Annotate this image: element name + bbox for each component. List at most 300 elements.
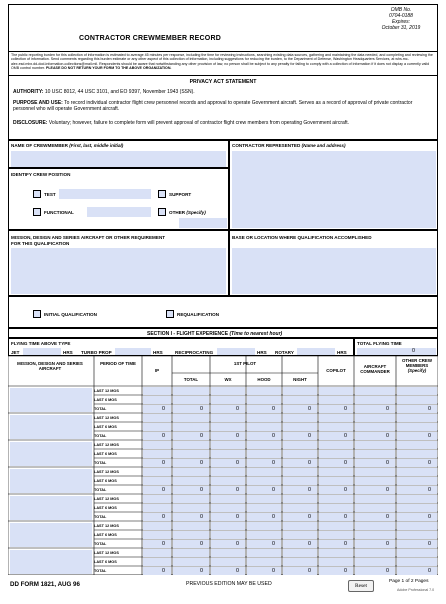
hours-input-cell[interactable]: [283, 522, 317, 530]
hours-input-cell[interactable]: [173, 495, 209, 503]
hours-input-cell[interactable]: [319, 522, 353, 530]
hours-input-cell[interactable]: [355, 495, 395, 503]
base-location-label: BASE OR LOCATION WHERE QUALIFICATION ACCOMPLISHED: [232, 235, 372, 240]
total-hours-value: 0: [162, 567, 165, 574]
hours-input-cell[interactable]: [283, 477, 317, 485]
period-row-label: TOTAL: [94, 433, 107, 438]
total-hours-value: 0: [428, 405, 431, 412]
total-hours-value: 0: [344, 459, 347, 466]
hours-input-cell[interactable]: [247, 522, 281, 530]
total-flying-time-value: 0: [412, 348, 415, 354]
hours-input-cell[interactable]: [397, 477, 437, 485]
turbo-prop-hrs-label: HRS: [153, 350, 163, 355]
disclosure-text: Voluntary; however, failure to complete form will prevent approval of contractor flight crew members from operating Government aircraft.: [48, 120, 349, 126]
hours-input-cell[interactable]: [355, 450, 395, 458]
hours-input-cell[interactable]: [211, 396, 245, 404]
total-hours-value: 0: [236, 540, 239, 547]
hours-input-cell[interactable]: [247, 495, 281, 503]
hours-input-cell[interactable]: [143, 423, 171, 431]
total-hours-cell: [355, 405, 395, 413]
total-hours-value: 0: [428, 432, 431, 439]
total-hours-value: 0: [272, 540, 275, 547]
col-hood-header: HOOD: [257, 377, 271, 382]
hours-input-cell[interactable]: [397, 414, 437, 422]
hours-input-cell[interactable]: [211, 531, 245, 539]
privacy-authority: [13, 89, 433, 95]
total-hours-value: 0: [344, 405, 347, 412]
total-hours-cell: [319, 459, 353, 467]
hours-input-cell[interactable]: [355, 504, 395, 512]
total-hours-value: 0: [386, 459, 389, 466]
hours-input-cell[interactable]: [319, 468, 353, 476]
total-hours-value: 0: [162, 405, 165, 412]
total-hours-value: 0: [272, 486, 275, 493]
total-hours-cell: [355, 432, 395, 440]
hours-input-cell[interactable]: [319, 396, 353, 404]
hours-input-cell[interactable]: [397, 549, 437, 557]
mission-aircraft-field[interactable]: [10, 415, 92, 439]
crewmember-name-cell: [8, 140, 229, 168]
total-hours-value: 0: [386, 486, 389, 493]
purpose-label: PURPOSE AND USE:: [13, 100, 63, 106]
mission-aircraft-field[interactable]: [10, 523, 92, 547]
hours-input-cell[interactable]: [319, 558, 353, 566]
hours-input-cell[interactable]: [211, 504, 245, 512]
total-flying-time-label: TOTAL FLYING TIME: [357, 341, 402, 346]
total-hours-cell: [247, 486, 281, 494]
total-hours-value: 0: [308, 486, 311, 493]
total-hours-cell: [211, 567, 245, 575]
hours-input-cell[interactable]: [283, 504, 317, 512]
hours-input-cell[interactable]: [143, 468, 171, 476]
other-field[interactable]: [179, 218, 227, 228]
total-hours-value: 0: [162, 432, 165, 439]
hours-input-cell[interactable]: [397, 423, 437, 431]
period-row-label: TOTAL: [94, 541, 107, 546]
total-hours-cell: [397, 459, 437, 467]
hours-input-cell[interactable]: [143, 549, 171, 557]
hours-input-cell[interactable]: [247, 531, 281, 539]
total-hours-value: 0: [272, 432, 275, 439]
base-location-cell: [229, 230, 438, 296]
hours-input-cell[interactable]: [283, 387, 317, 395]
authority-label: AUTHORITY:: [13, 89, 44, 95]
hours-input-cell[interactable]: [211, 522, 245, 530]
period-row-label: LAST 6 MOS: [94, 451, 117, 456]
hours-input-cell[interactable]: [397, 450, 437, 458]
total-hours-value: 0: [308, 540, 311, 547]
hours-input-cell[interactable]: [397, 468, 437, 476]
hours-input-cell[interactable]: [397, 495, 437, 503]
period-row-label: LAST 12 MOS: [94, 469, 119, 474]
hours-input-cell[interactable]: [319, 477, 353, 485]
section-1-heading: SECTION I - FLIGHT EXPERIENCE (Time to nearest hour): [147, 331, 283, 337]
total-hours-value: 0: [344, 486, 347, 493]
total-hours-value: 0: [162, 459, 165, 466]
total-hours-cell: [397, 513, 437, 521]
other-checkbox[interactable]: [158, 208, 166, 216]
hours-input-cell[interactable]: [319, 414, 353, 422]
hours-input-cell[interactable]: [143, 477, 171, 485]
omb-block: [367, 7, 435, 31]
total-hours-cell: [355, 486, 395, 494]
total-hours-cell: [173, 486, 209, 494]
total-hours-value: 0: [236, 432, 239, 439]
reset-button[interactable]: Reset: [348, 580, 374, 592]
hours-input-cell[interactable]: [319, 423, 353, 431]
hours-input-cell[interactable]: [173, 414, 209, 422]
period-row-label: LAST 6 MOS: [94, 559, 117, 564]
total-hours-value: 0: [428, 459, 431, 466]
hours-input-cell[interactable]: [247, 414, 281, 422]
initial-qualification-checkbox[interactable]: [33, 310, 41, 318]
hours-input-cell[interactable]: [173, 441, 209, 449]
col-1st-pilot-header: 1ST PILOT: [233, 361, 257, 366]
hours-input-cell[interactable]: [143, 558, 171, 566]
hours-input-cell[interactable]: [173, 558, 209, 566]
hours-input-cell[interactable]: [355, 414, 395, 422]
total-hours-value: 0: [386, 567, 389, 574]
period-row-label: TOTAL: [94, 514, 107, 519]
mission-field[interactable]: [11, 248, 226, 294]
hours-input-cell[interactable]: [143, 414, 171, 422]
test-label: TEST: [44, 192, 56, 197]
col-wx-header: WX: [224, 377, 232, 382]
hours-input-cell[interactable]: [283, 423, 317, 431]
hours-input-cell[interactable]: [319, 504, 353, 512]
total-hours-cell: [247, 405, 281, 413]
turbo-prop-label: TURBO PROP: [81, 350, 112, 355]
hours-input-cell[interactable]: [319, 495, 353, 503]
total-hours-cell: [173, 459, 209, 467]
total-hours-cell: [397, 540, 437, 548]
hours-input-cell[interactable]: [211, 558, 245, 566]
total-flying-time-field[interactable]: [357, 348, 436, 355]
hours-input-cell[interactable]: [143, 504, 171, 512]
total-hours-cell: [211, 513, 245, 521]
hours-input-cell[interactable]: [319, 387, 353, 395]
hours-input-cell[interactable]: [211, 450, 245, 458]
hours-input-cell[interactable]: [173, 504, 209, 512]
crew-position-cell: [8, 168, 229, 230]
hours-input-cell[interactable]: [211, 423, 245, 431]
hours-input-cell[interactable]: [247, 558, 281, 566]
total-hours-cell: [247, 513, 281, 521]
total-hours-cell: [397, 567, 437, 575]
total-hours-value: 0: [200, 459, 203, 466]
hours-input-cell[interactable]: [173, 423, 209, 431]
hours-input-cell[interactable]: [283, 414, 317, 422]
period-row-label: LAST 6 MOS: [94, 532, 117, 537]
hours-input-cell[interactable]: [247, 441, 281, 449]
total-hours-value: 0: [344, 432, 347, 439]
total-hours-value: 0: [236, 567, 239, 574]
total-hours-cell: [319, 567, 353, 575]
total-hours-value: 0: [308, 432, 311, 439]
hours-input-cell[interactable]: [355, 468, 395, 476]
hours-input-cell[interactable]: [355, 531, 395, 539]
hours-input-cell[interactable]: [173, 396, 209, 404]
form-header: [8, 4, 438, 52]
total-hours-value: 0: [428, 486, 431, 493]
total-hours-value: 0: [200, 513, 203, 520]
hours-input-cell[interactable]: [355, 396, 395, 404]
burden-statement: [8, 52, 438, 76]
disclosure-label: DISCLOSURE:: [13, 120, 48, 126]
total-hours-value: 0: [236, 513, 239, 520]
crew-position-label: IDENTIFY CREW POSITION: [11, 172, 71, 177]
hours-input-cell[interactable]: [173, 477, 209, 485]
total-hours-cell: [355, 567, 395, 575]
total-hours-cell: [173, 513, 209, 521]
hours-input-cell[interactable]: [283, 468, 317, 476]
total-hours-cell: [283, 486, 317, 494]
form-title: CONTRACTOR CREWMEMBER RECORD: [79, 35, 221, 42]
col-ip-header: IP: [154, 368, 160, 373]
previous-edition-note: PREVIOUS EDITION MAY BE USED: [186, 581, 272, 587]
hours-input-cell[interactable]: [283, 441, 317, 449]
mission-aircraft-field[interactable]: [10, 388, 92, 412]
hours-input-cell[interactable]: [355, 549, 395, 557]
mission-cell: [8, 230, 229, 296]
privacy-disclosure: [13, 120, 433, 126]
base-location-field[interactable]: [232, 248, 436, 294]
hours-input-cell[interactable]: [283, 495, 317, 503]
total-hours-value: 0: [162, 540, 165, 547]
col-mission-header: MISSION, DESIGN AND SERIES AIRCRAFT: [17, 361, 83, 371]
mission-aircraft-field[interactable]: [10, 442, 92, 466]
hours-input-cell[interactable]: [355, 423, 395, 431]
period-row-label: LAST 6 MOS: [94, 397, 117, 402]
total-hours-cell: [355, 459, 395, 467]
flight-experience-table: [8, 356, 438, 574]
total-hours-cell: [247, 459, 281, 467]
total-hours-value: 0: [200, 486, 203, 493]
support-label: SUPPORT: [169, 192, 192, 197]
hours-input-cell[interactable]: [143, 441, 171, 449]
total-hours-cell: [173, 405, 209, 413]
hours-input-cell[interactable]: [211, 387, 245, 395]
hours-input-cell[interactable]: [247, 549, 281, 557]
total-hours-cell: [247, 567, 281, 575]
period-row-label: LAST 12 MOS: [94, 496, 119, 501]
total-hours-value: 0: [386, 540, 389, 547]
hours-input-cell[interactable]: [211, 495, 245, 503]
hours-input-cell[interactable]: [173, 468, 209, 476]
hours-input-cell[interactable]: [143, 387, 171, 395]
total-hours-value: 0: [428, 540, 431, 547]
total-hours-cell: [173, 540, 209, 548]
hours-input-cell[interactable]: [211, 414, 245, 422]
omb-expires-date: October 31, 2019: [381, 25, 421, 31]
hours-input-cell[interactable]: [211, 468, 245, 476]
period-row-label: LAST 6 MOS: [94, 478, 117, 483]
jet-label: JET: [11, 350, 20, 355]
col-period-header: PERIOD OF TIME: [100, 361, 136, 366]
total-hours-cell: [397, 405, 437, 413]
hours-input-cell[interactable]: [397, 531, 437, 539]
flying-time-label: FLYING TIME ABOVE TYPE: [11, 341, 71, 346]
reciprocating-label: RECIPROCATING: [175, 350, 214, 355]
functional-field[interactable]: [87, 207, 151, 217]
test-field[interactable]: [59, 189, 151, 199]
hours-input-cell[interactable]: [283, 450, 317, 458]
hours-input-cell[interactable]: [355, 477, 395, 485]
hours-input-cell[interactable]: [173, 531, 209, 539]
hours-input-cell[interactable]: [247, 504, 281, 512]
total-hours-value: 0: [200, 540, 203, 547]
hours-input-cell[interactable]: [143, 396, 171, 404]
functional-label: FUNCTIONAL: [44, 210, 74, 215]
total-hours-value: 0: [200, 432, 203, 439]
total-hours-value: 0: [386, 405, 389, 412]
rotary-hrs-label: HRS: [337, 350, 347, 355]
hours-input-cell[interactable]: [173, 549, 209, 557]
rotary-hours-field[interactable]: [297, 348, 335, 355]
jet-hours-field[interactable]: [23, 348, 61, 355]
total-hours-cell: [211, 486, 245, 494]
hours-input-cell[interactable]: [283, 396, 317, 404]
total-hours-cell: [319, 405, 353, 413]
contractor-cell: [229, 140, 438, 230]
total-hours-value: 0: [162, 486, 165, 493]
total-hours-value: 0: [272, 567, 275, 574]
total-hours-cell: [283, 540, 317, 548]
hours-input-cell[interactable]: [283, 531, 317, 539]
total-hours-cell: [319, 540, 353, 548]
total-hours-value: 0: [200, 405, 203, 412]
total-hours-cell: [211, 540, 245, 548]
omb-label: OMB No.: [390, 7, 412, 13]
hours-input-cell[interactable]: [173, 522, 209, 530]
total-hours-cell: [355, 540, 395, 548]
authority-text: 10 USC 8012, 44 USC 3101, and EO 9397, November 1943 (SSN).: [44, 89, 195, 95]
support-checkbox[interactable]: [158, 190, 166, 198]
period-row-label: TOTAL: [94, 460, 107, 465]
omb-number: 0704-0188: [389, 13, 413, 19]
period-row-label: LAST 12 MOS: [94, 415, 119, 420]
total-hours-cell: [355, 513, 395, 521]
hours-input-cell[interactable]: [355, 558, 395, 566]
burden-warning: PLEASE DO NOT RETURN YOUR FORM TO THE ABOVE ORGANIZATION.: [45, 65, 172, 70]
jet-hrs-label: HRS: [63, 350, 73, 355]
total-hours-value: 0: [308, 513, 311, 520]
reciprocating-hrs-label: HRS: [257, 350, 267, 355]
requalification-checkbox[interactable]: [166, 310, 174, 318]
hours-input-cell[interactable]: [319, 450, 353, 458]
hours-input-cell[interactable]: [397, 387, 437, 395]
total-hours-cell: [211, 459, 245, 467]
period-row-label: TOTAL: [94, 487, 107, 492]
total-hours-value: 0: [344, 540, 347, 547]
total-hours-value: 0: [308, 567, 311, 574]
hours-input-cell[interactable]: [247, 396, 281, 404]
period-row-label: LAST 12 MOS: [94, 523, 119, 528]
hours-input-cell[interactable]: [143, 495, 171, 503]
mission-aircraft-field[interactable]: [10, 469, 92, 493]
hours-input-cell[interactable]: [143, 450, 171, 458]
hours-input-cell[interactable]: [247, 387, 281, 395]
total-hours-cell: [283, 432, 317, 440]
hours-input-cell[interactable]: [319, 531, 353, 539]
hours-input-cell[interactable]: [283, 558, 317, 566]
total-hours-value: 0: [428, 567, 431, 574]
hours-input-cell[interactable]: [355, 441, 395, 449]
initial-qualification-label: INITIAL QUALIFICATION: [44, 312, 97, 317]
software-note: Adobe Professional 7.0: [397, 588, 435, 592]
col-other-crew-header: OTHER CREW MEMBERS (Specify): [401, 358, 432, 373]
hours-input-cell[interactable]: [397, 558, 437, 566]
privacy-purpose: [13, 100, 433, 112]
hours-input-cell[interactable]: [143, 522, 171, 530]
total-flying-time-cell: [354, 338, 438, 356]
total-hours-cell: [283, 405, 317, 413]
reciprocating-hours-field[interactable]: [217, 348, 255, 355]
mission-aircraft-field[interactable]: [10, 496, 92, 520]
omb-expires-label: Expires:: [391, 19, 411, 25]
hours-input-cell[interactable]: [247, 423, 281, 431]
hours-input-cell[interactable]: [319, 549, 353, 557]
total-hours-cell: [247, 432, 281, 440]
hours-input-cell[interactable]: [355, 387, 395, 395]
hours-input-cell[interactable]: [319, 441, 353, 449]
hours-input-cell[interactable]: [211, 441, 245, 449]
test-checkbox[interactable]: [33, 190, 41, 198]
hours-input-cell[interactable]: [211, 477, 245, 485]
total-hours-cell: [173, 432, 209, 440]
mission-aircraft-field[interactable]: [10, 550, 92, 574]
crewmember-name-field[interactable]: [11, 151, 226, 167]
total-hours-cell: [397, 486, 437, 494]
hours-input-cell[interactable]: [247, 468, 281, 476]
total-hours-cell: [319, 486, 353, 494]
hours-input-cell[interactable]: [283, 549, 317, 557]
total-hours-cell: [247, 540, 281, 548]
total-hours-value: 0: [236, 459, 239, 466]
total-hours-value: 0: [236, 486, 239, 493]
hours-input-cell[interactable]: [397, 522, 437, 530]
hours-input-cell[interactable]: [397, 504, 437, 512]
hours-input-cell[interactable]: [211, 549, 245, 557]
hours-input-cell[interactable]: [247, 477, 281, 485]
total-hours-value: 0: [386, 513, 389, 520]
turbo-prop-hours-field[interactable]: [115, 348, 151, 355]
hours-input-cell[interactable]: [173, 450, 209, 458]
hours-input-cell[interactable]: [173, 387, 209, 395]
total-hours-cell: [283, 459, 317, 467]
privacy-act-statement: [8, 76, 438, 140]
hours-input-cell[interactable]: [397, 396, 437, 404]
total-hours-value: 0: [308, 405, 311, 412]
section-1-heading-bar: [8, 328, 438, 338]
hours-input-cell[interactable]: [397, 441, 437, 449]
period-row-label: TOTAL: [94, 406, 107, 411]
total-hours-value: 0: [428, 513, 431, 520]
contractor-field[interactable]: [232, 151, 436, 228]
total-hours-value: 0: [236, 405, 239, 412]
total-hours-value: 0: [386, 432, 389, 439]
total-hours-value: 0: [272, 459, 275, 466]
functional-checkbox[interactable]: [33, 208, 41, 216]
hours-input-cell[interactable]: [355, 522, 395, 530]
col-total-header: TOTAL: [183, 377, 199, 382]
hours-input-cell[interactable]: [247, 450, 281, 458]
total-hours-value: 0: [344, 567, 347, 574]
rotary-label: ROTARY: [275, 350, 294, 355]
purpose-text: To record individual contractor flight crew personnel records and approval to operate Government aircraft. Serves as a record of approval of private contractor personnel who will operate Government aircraft.: [13, 100, 413, 112]
total-hours-cell: [319, 513, 353, 521]
hours-input-cell[interactable]: [143, 531, 171, 539]
